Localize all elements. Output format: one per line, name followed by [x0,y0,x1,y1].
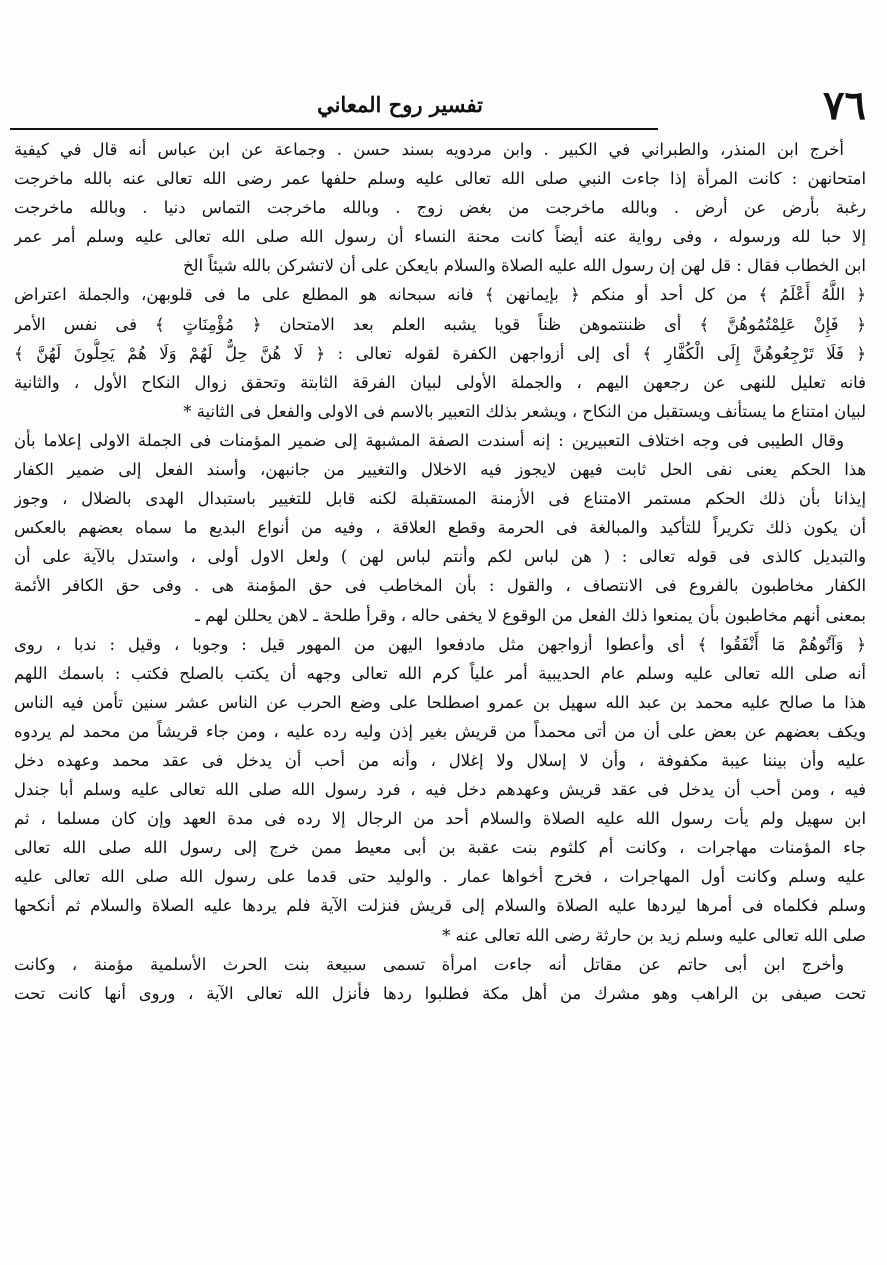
text-line: هذا الحكم يعنى نفى الحل ثابت فيهن لايجوز فيه الاخلال والتغيير من جانبهن، وأسند الفعل إلى ضمير الكفار [14,460,866,480]
text-line: أخرج ابن المنذر، والطبراني في الكبير . وابن مردويه بسند حسن . وجماعة عن ابن عباس أنه قال في كيفية [14,140,844,159]
text-line: وأخرج ابن أبى حاتم عن مقاتل أنه جاءت امرأة تسمى سبيعة بنت الحرث الأسلمية مؤمنة ، وكانت [14,954,844,974]
text-line: أنه صلى الله تعالى عليه وسلم عام الحديبية أمر علياً كرم الله تعالى وجهه أن يكتب بالصلح فكتب : باسمك اللهم [14,663,866,683]
text-line: والتبديل كالذى فى قوله تعالى : ( هن لباس لكم وأنتم لباس لهن ) ولعل الاول أولى ، واستدل بالآية على أن [14,547,866,567]
text-line: لبيان امتناع ما يستأنف ويستقبل من النكاح ، ويشعر بذلك التعبير بالاسم فى الاولى والفعل فى الثانية * [183,401,866,421]
text-line: فيه ، ومن أحب أن يدخل فى عقد قريش وعهدهم دخل فيه ، فرد رسول الله صلى الله تعالى عليه وسلم أبا جندل [14,780,866,800]
text-line: امتحانهن : كانت المرأة إذا جاءت النبي صلى الله تعالى عليه وسلم حلفها عمر رضى الله تعالى عنه بالله ماخرجت [14,169,866,189]
text-line: بمعنى أنهم مخاطبون بأن يمنعوا ذلك الفعل من الوقوع لا يخفى حاله ، وقرأ طلحة ـ لاهن يحللن لهم ـ [195,605,866,625]
page-header [10,82,866,134]
text-line: ابن سهيل ولم يأت رسول الله عليه الصلاة والسلام أحد من الرجال إلا رده فى مدة العهد وإن كان مسلما ، ثم [14,809,866,829]
text-line: عليه وسلم وكانت أول المهاجرات ، فخرج أخواها عمار . والوليد حتى قدما على رسول الله صلى الله تعالى عليه [14,867,866,887]
text-line: صلى الله تعالى عليه وسلم زيد بن حارثة رضى الله تعالى عنه * [442,925,866,945]
body-text [14,135,866,1008]
text-line: ويكف بعضهم عن بعض على أن من أتى محمداً من قريش بغير إذن وليه رده عليه ، ومن جاء قريشاً من محمد لم يردوه [14,721,866,741]
text-line: وقال الطيبى فى وجه اختلاف التعبيرين : إنه أسندت الصفة المشبهة إلى ضمير المؤمنات فى الجملة الاولى إعلاما بأن [14,430,844,450]
text-line: ﴿ اللَّهُ أَعْلَمُ ﴾ من كل أحد أو منكم ﴿ بإيمانهن ﴾ فانه سبحانه هو المطلع على ما فى قلوبهن، والجملة اعتراض [14,285,866,305]
text-line: ﴿ وَآتُوهُمْ مَا أَنْفَقُوا ﴾ أى وأعطوا أزواجهن مثل مادفعوا اليهن من المهور قيل : وجوبا ، وقيل : ندبا ، روى [14,634,866,654]
text-line: الكفار مخاطبون بالفروع فى الانتصاف ، والقول : بأن المخاطب فى حق المؤمنة هى . وفى حق الكافر الأئمة [14,576,866,596]
text-line: ﴿ فَإِنْ عَلِمْتُمُوهُنَّ ﴾ أى ظننتموهن ظناً قويا يشبه العلم بعد الامتحان ﴿ مُؤْمِنَاتٍ ﴾ فى نفس الأمر [14,314,866,334]
page-number: ٧٦ [823,82,866,129]
text-line: إلا حبا لله ورسوله ، وفى رواية عنه أيضاً كانت محنة النساء أن رسول الله صلى الله تعالى عليه وسلم أمر عمر [14,227,866,247]
text-line: ابن الخطاب فقال : قل لهن إن رسول الله عليه الصلاة والسلام بايعكن على أن لاتشركن بالله شيئاً الخ [182,256,866,276]
header-rule [10,128,658,130]
text-line: ﴿ فَلَا تَرْجِعُوهُنَّ إِلَى الْكُفَّارِ ﴾ أى إلى أزواجهن الكفرة لقوله تعالى : ﴿ لَا هُنَّ حِلٌّ لَهُمْ وَلَا هُمْ يَحِلُّونَ لَهُنَّ ﴾ [14,343,866,363]
text-line: رغبة بأرض عن أرض . وبالله ماخرجت من بغض زوج . وبالله ماخرجت التماس دنيا . وبالله ماخرجت [14,198,866,218]
text-line: إيذانا بأن ذلك الحكم مستمر الامتناع فى الأزمنة المستقبلة لكنه قابل للتغيير باستبدال الهدى بالضلال ، وجوز [14,489,866,509]
text-line: وسلم فكلماه فى أمرها ليردها عليه الصلاة والسلام إلى قريش فنزلت الآية فلم يردها عليه الصلاة والسلام ثم أنكحها [14,896,866,916]
text-line: فانه تعليل للنهى عن رجعهن اليهم ، والجملة الأولى لبيان الفرقة الثابتة وتحقق زوال النكاح الأول ، والثانية [14,372,866,392]
text-line: عليه وأن بيننا عيبة مكفوفة ، وأن لا إسلال ولا إغلال ، وأنه من أحب أن يدخل فى عقد محمد وعهده دخل [14,750,866,770]
text-line: تحت صيفى بن الراهب وهو مشرك من أهل مكة فطلبوا ردها فأنزل الله تعالى الآية ، وروى أنها كانت تحت [14,983,866,1003]
text-line: هذا ما صالح عليه محمد بن عبد الله سهيل بن عمرو اصطلحا على وضع الحرب عن الناس عشر سنين تأمن فيه الناس [14,692,866,712]
text-line: جاء المؤمنات مهاجرات ، وكانت أم كلثوم بنت عقبة بن أبى معيط ممن خرج إلى رسول الله صلى الله تعالى [14,838,866,858]
text-line: أن يكون ذلك تكريراً للتأكيد والمبالغة فى الحرمة وقطع العلاقة ، وفيه من أنواع البديع ما سماه بعضهم بالعكس [14,518,866,538]
running-title: تفسير روح المعاني [317,92,483,117]
